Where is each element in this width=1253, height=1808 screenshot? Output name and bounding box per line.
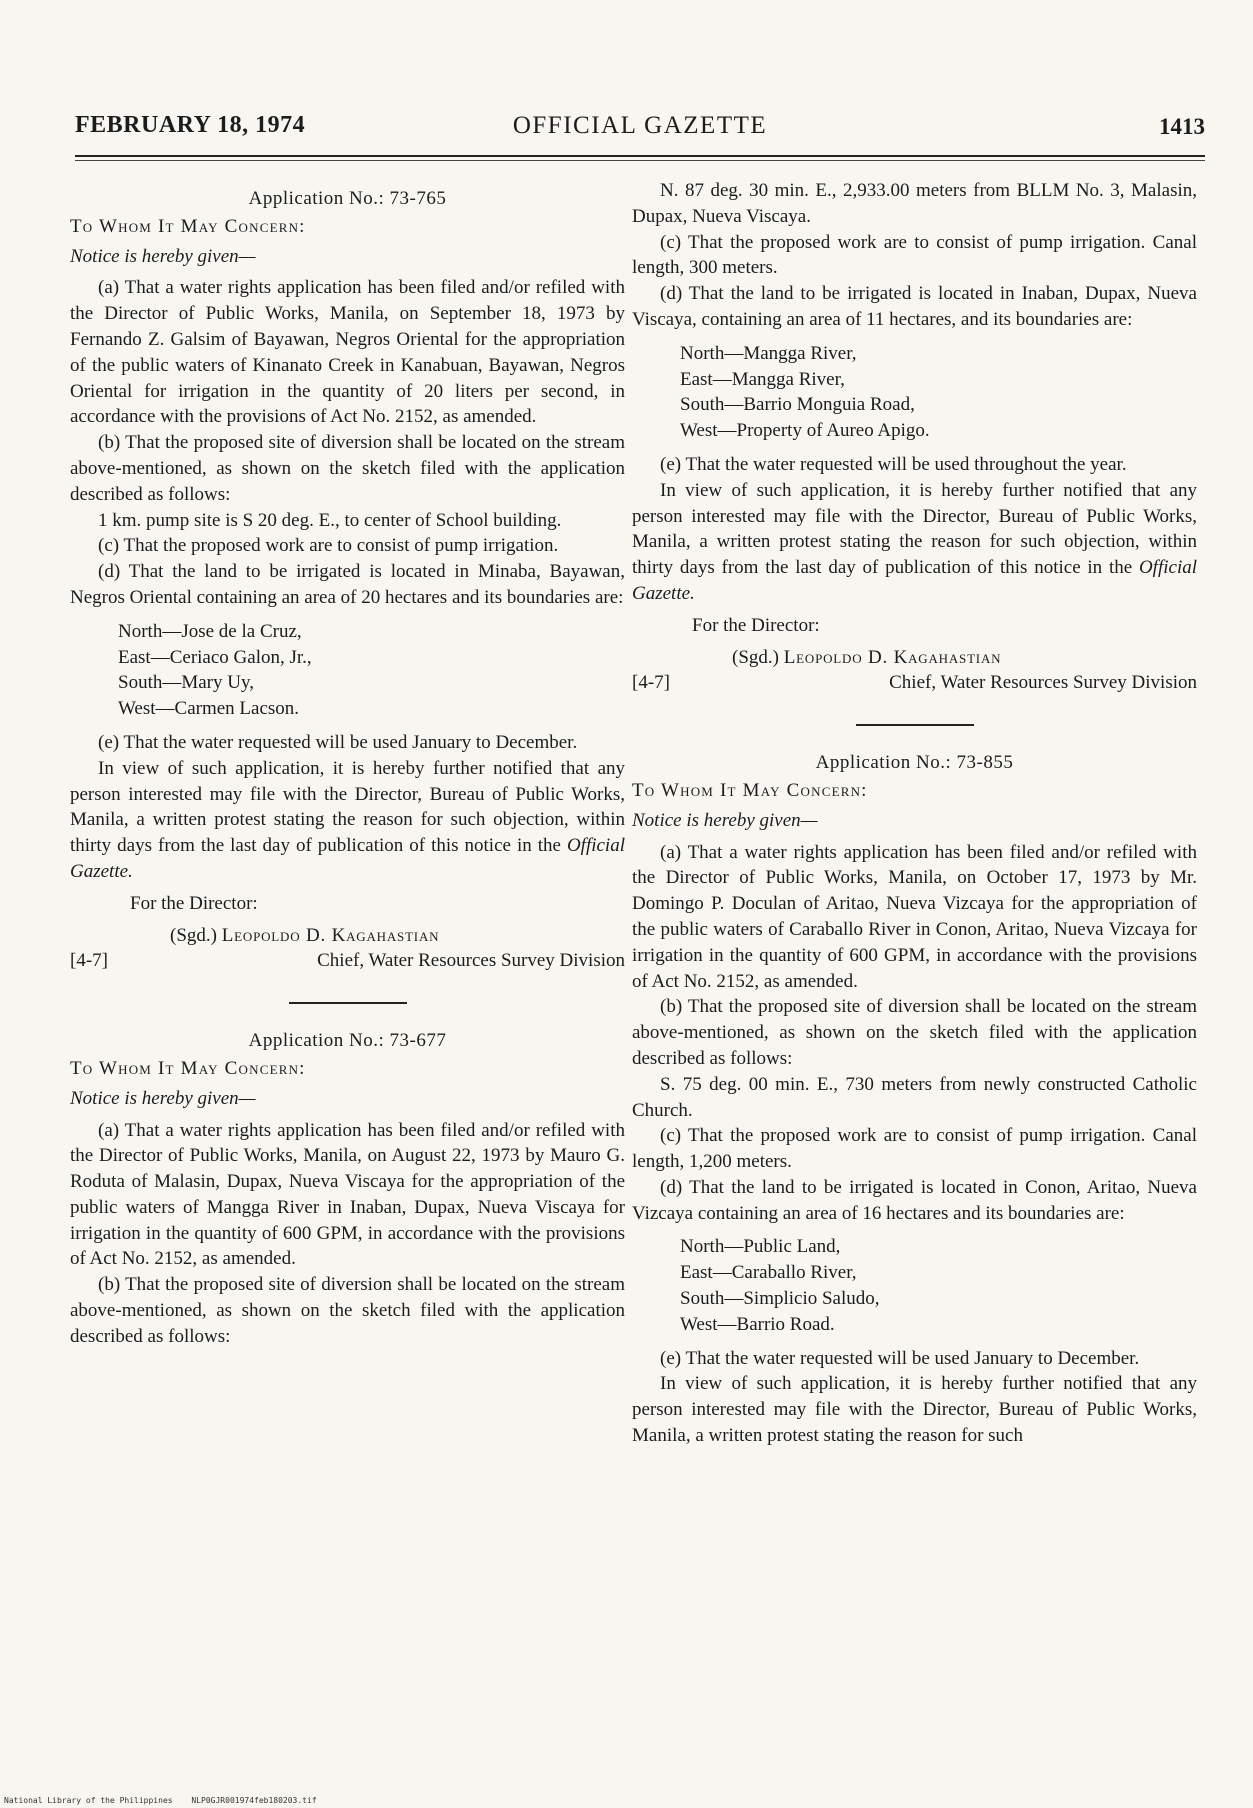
paragraph-e: (e) That the water requested will be used January to December. [660,1347,1140,1369]
diversion-site: S. 75 deg. 00 min. E., 730 meters from newly constructed Catholic Church. [632,1073,1197,1121]
boundary-east: East—Caraballo River, [680,1262,857,1284]
boundary-west: West—Property of Aureo Apigo. [680,420,930,442]
for-director: For the Director: [130,892,258,914]
paragraph-d: (d) That the land to be irrigated is located in Conon, Aritao, Nueva Vizcaya containing an area of 16 hectares and its boundaries are: [632,1176,1197,1224]
sgd-mark: (Sgd.) [170,924,217,946]
signatory-title-line [632,670,1197,696]
section-divider [289,1002,407,1004]
signatory-name: Leopoldo D. Kagahastian [221,924,440,946]
notice-heading: Notice is hereby given— [70,245,256,267]
application-number: Application No.: 73-677 [248,1030,447,1052]
signature-line [732,645,1197,671]
sgd-mark: (Sgd.) [732,646,779,668]
boundary-north: North—Jose de la Cruz, [118,620,302,642]
boundary-east: East—Mangga River, [680,368,845,390]
paragraph-b: (b) That the proposed site of diversion shall be located on the stream above-mentioned, as shown on the sketch filed with the application described as follows: [70,1274,625,1347]
paragraph-d: (d) That the land to be irrigated is located in Inaban, Dupax, Nueva Viscaya, containing an area of 11 hectares, and its boundaries are: [632,283,1197,330]
page-number: 1413 [1159,114,1205,139]
boundary-west: West—Barrio Road. [680,1313,835,1335]
signatory-title: Chief, Water Resources Survey Division [317,950,625,972]
section-divider [856,724,974,726]
protest-paragraph [632,478,1197,607]
protest-text: In view of such application, it is hereby further notified that any person interested may file with the Director, Bureau of Public Works, Manila, a written protest stating the reason for such objection, within thirty days from the last day of publication of this notice in the [632,479,1197,579]
salutation: To Whom It May Concern: [70,1057,306,1079]
boundaries-list [118,619,625,722]
publication-title: OFFICIAL GAZETTE [512,112,768,139]
boundary-north: North—Public Land, [680,1236,841,1258]
application-number: Application No.: 73-765 [248,188,447,209]
left-column [70,178,625,1350]
diversion-site: N. 87 deg. 30 min. E., 2,933.00 meters from BLLM No. 3, Malasin, Dupax, Nueva Viscaya. [632,180,1197,227]
boundaries-list [680,1234,1197,1337]
gazette-name: Official Gazette. [70,835,625,882]
library-credit: National Library of the Philippines [4,1796,173,1805]
issue-range: [4-7] [632,672,670,694]
paragraph-e: (e) That the water requested will be used throughout the year. [660,453,1127,475]
paragraph-b: (b) That the proposed site of diversion shall be located on the stream above-mentioned, as shown on the sketch filed with the application described as follows: [632,996,1197,1069]
notice-heading: Notice is hereby given— [70,1087,256,1109]
paragraph-b: (b) That the proposed site of diversion shall be located on the stream above-mentioned, as shown on the sketch filed with the application described as follows: [70,432,625,505]
boundaries-list [680,341,1197,444]
signatory-title-line [70,948,625,974]
signature-line [170,923,625,949]
paragraph-d: (d) That the land to be irrigated is located in Minaba, Bayawan, Negros Oriental containing an area of 20 hectares and its boundaries are: [70,561,625,608]
paragraph-c: (c) That the proposed work are to consist of pump irrigation. [98,535,559,557]
scan-footer [4,1796,331,1805]
paragraph-a: (a) That a water rights application has been filed and/or refiled with the Director of Public Works, Manila, on October 17, 1973 by Mr. Domingo P. Doculan of Aritao, Nueva Vizcaya for the appropriation of the public waters of Caraballo River in Conon, Aritao, Nueva Vizcaya for irrigation in the quantity of 600 GPM, in accordance with the provisions of Act No. 2152, as amended. [632,841,1197,992]
issue-date: FEBRUARY 18, 1974 [75,112,306,138]
protest-text: In view of such application, it is hereby further notified that any person interested may file with the Director, Bureau of Public Works, Manila, a written protest stating the reason for such objection, within thirty days from the last day of publication of this notice in the [70,757,625,857]
header-rule [75,155,1205,157]
protest-paragraph: In view of such application, it is hereby further notified that any person interested may file with the Director, Bureau of Public Works, Manila, a written protest stating the reason for such [632,1373,1197,1447]
application-number: Application No.: 73-855 [815,752,1014,774]
right-column [632,178,1197,1449]
scan-filename: NLP0GJR001974feb180203.tif [191,1796,317,1805]
diversion-site: 1 km. pump site is S 20 deg. E., to center of School building. [98,509,562,531]
paragraph-e: (e) That the water requested will be used January to December. [98,731,578,753]
salutation: To Whom It May Concern: [632,779,868,801]
for-director: For the Director: [692,614,820,636]
header-rule-thin [75,160,1205,161]
gazette-name: Official Gazette. [632,557,1198,604]
notice-heading: Notice is hereby given— [632,809,818,831]
page-header [75,112,1205,152]
signatory-name: Leopoldo D. Kagahastian [783,646,1002,668]
boundary-west: West—Carmen Lacson. [118,698,300,720]
paragraph-a: (a) That a water rights application has been filed and/or refiled with the Director of Public Works, Manila, on September 18, 1973 by Fernando Z. Galsim of Bayawan, Negros Oriental for the appropriation of the public waters of Kinanato Creek in Kanabuan, Bayawan, Negros Oriental for irrigation in the quantity of 20 liters per second, in accordance with the provisions of Act No. 2152, as amended. [70,277,625,428]
paragraph-a: (a) That a water rights application has been filed and/or refiled with the Director of Public Works, Manila, on August 22, 1973 by Mauro G. Roduta of Malasin, Dupax, Nueva Viscaya for the appropriation of the public waters of Mangga River in Inaban, Dupax, Nueva Viscaya for irrigation in the quantity of 600 GPM, in accordance with the provisions of Act No. 2152, as amended. [70,1119,625,1270]
boundary-south: South—Mary Uy, [118,672,254,694]
paragraph-c: (c) That the proposed work are to consist of pump irrigation. Canal length, 1,200 meters. [632,1125,1197,1173]
signatory-title: Chief, Water Resources Survey Division [889,672,1197,694]
boundary-north: North—Mangga River, [680,342,857,364]
boundary-south: South—Simplicio Saludo, [680,1288,880,1310]
protest-paragraph [70,756,625,885]
boundary-south: South—Barrio Monguia Road, [680,394,915,416]
issue-range: [4-7] [70,950,108,972]
paragraph-c: (c) That the proposed work are to consist of pump irrigation. Canal length, 300 meters. [632,231,1197,279]
salutation: To Whom It May Concern: [70,215,306,237]
boundary-east: East—Ceriaco Galon, Jr., [118,646,312,668]
